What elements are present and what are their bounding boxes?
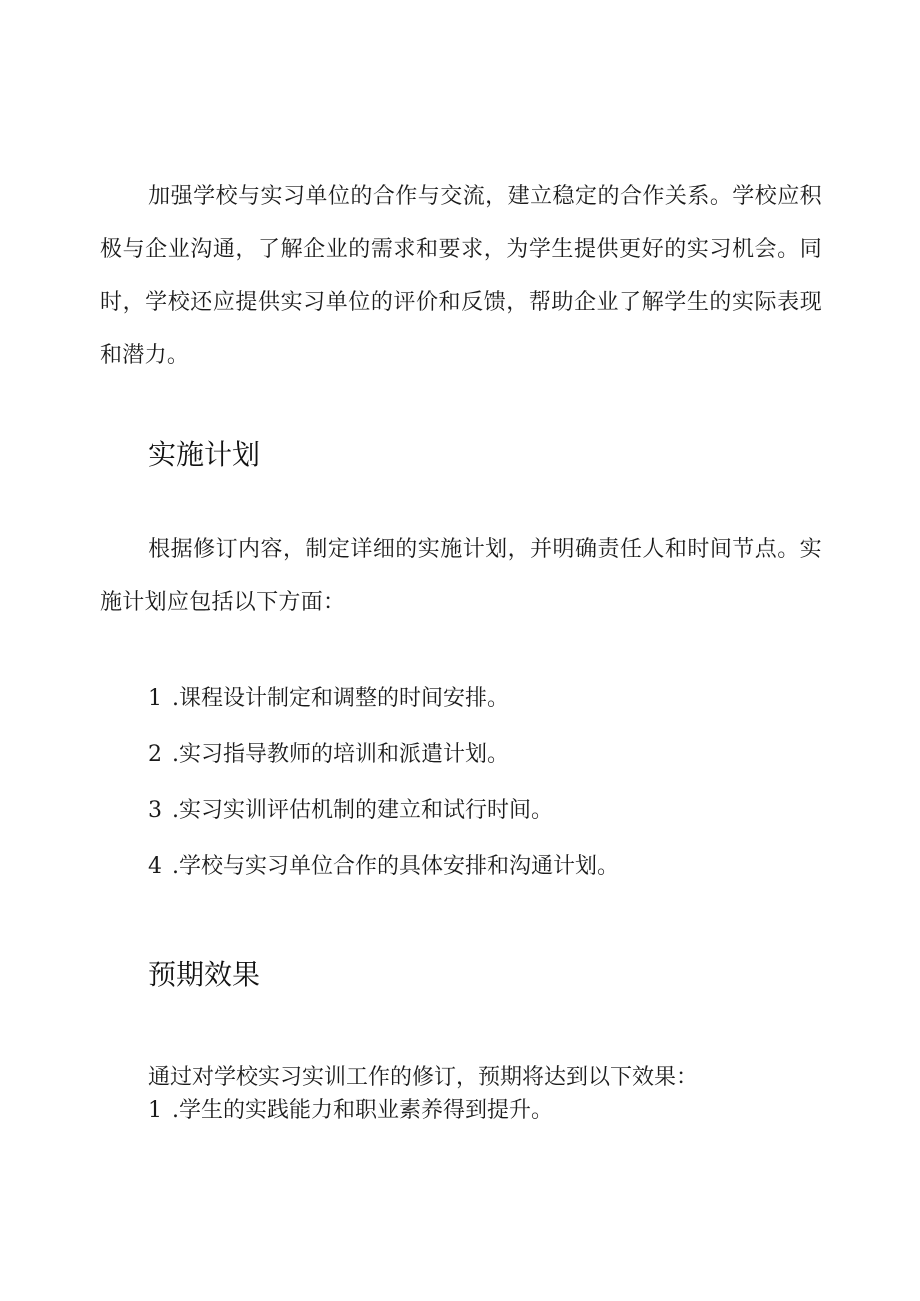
effect-paragraph: 通过对学校实习实训工作的修订，预期将达到以下效果： <box>148 1065 699 1090</box>
list-item <box>148 1096 553 1126</box>
list-item-number: 4 <box>148 854 162 879</box>
list-item <box>148 740 509 770</box>
list-item-number: 1 <box>148 686 162 711</box>
list-item-text: .课程设计制定和调整的时间安排。 <box>172 686 509 711</box>
list-item-number: 3 <box>148 798 162 823</box>
intro-paragraph-text: 加强学校与实习单位的合作与交流，建立稳定的合作关系。学校应积极与企业沟通，了解企业的需求和要求，为学生提供更好的实习机会。同时，学校还应提供实习单位的评价和反馈，帮助企业了解学生的实际表现和潜力。 <box>100 184 822 368</box>
list-item-text: .实习指导教师的培训和派遣计划。 <box>172 742 509 767</box>
section-heading-plan: 实施计划 <box>148 438 261 471</box>
plan-paragraph <box>100 523 822 629</box>
list-item-number: 2 <box>148 742 162 767</box>
list-item <box>148 796 553 826</box>
list-item-number: 1 <box>148 1098 162 1123</box>
plan-paragraph-text: 根据修订内容，制定详细的实施计划，并明确责任人和时间节点。实施计划应包括以下方面： <box>100 537 822 615</box>
list-item-text: .学生的实践能力和职业素养得到提升。 <box>172 1098 553 1123</box>
intro-paragraph <box>100 170 822 382</box>
list-item <box>148 684 509 714</box>
list-item-text: .学校与实习单位合作的具体安排和沟通计划。 <box>172 854 619 879</box>
section-heading-effect: 预期效果 <box>148 958 261 991</box>
list-item-text: .实习实训评估机制的建立和试行时间。 <box>172 798 553 823</box>
list-item <box>148 852 619 882</box>
